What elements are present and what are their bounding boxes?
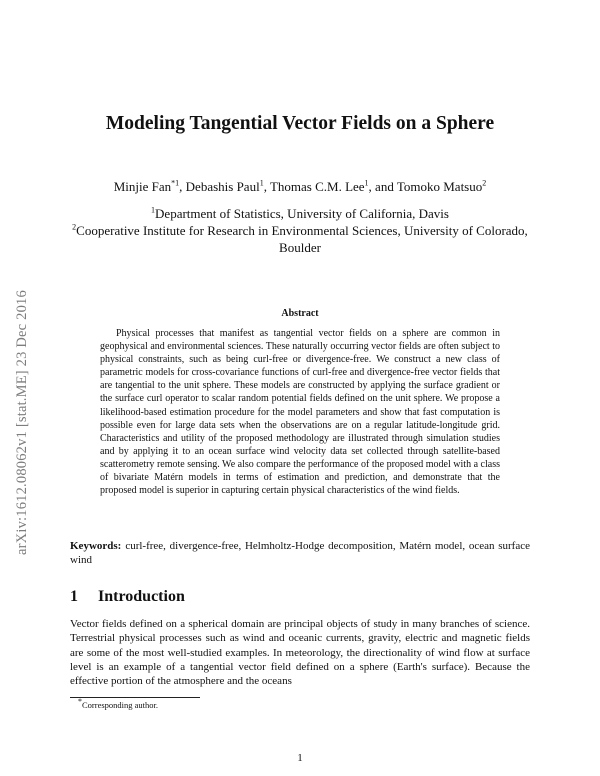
author-list: Minjie Fan$^{*1}$, Debashis Paul$^1$, Thomas C.M. Lee$^1$, and Tomoko Matsuo$^2$	[113, 178, 487, 194]
page-number: 1	[297, 752, 303, 764]
author-name: Minjie Fan	[113, 179, 172, 194]
footnote-rule	[70, 697, 200, 698]
abstract-body: Physical processes that manifest as tangential vector fields on a sphere are common in geophysical and environmental sciences. These naturally occurring vector fields are often subject to physical constraints, such as being curl-free or divergence-free. We construct a new class of parametric models for cross-covariance functions of curl-free and divergence-free vector fields that are tangential to the unit sphere. These models are constructed by applying the surface gradient or the surface curl operator to scalar random potential fields defined on the unit sphere. We propose a likelihood-based estimation procedure for the model parameters and show that fast computation is possible even for large data sets when the observations are on a regular latitude-longitude grid. Characteristics and utility of the proposed methodology are illustrated through simulation studies and by applying it to an ocean surface wind velocity data set collected through satellite-based scatterometry remote sensing. We also compare the performance of the proposed model with a class of bivariate Matérn models in terms of estimation and prediction, and demonstrate that the proposed model is superior in capturing certain physical characteristics of the wind fields.	[100, 328, 500, 497]
author-mark: 1	[259, 178, 264, 188]
author-mark: *1	[171, 178, 180, 188]
author-name: Tomoko Matsuo	[396, 179, 483, 194]
author-mark: 2	[482, 178, 487, 188]
footnote: *Corresponding author.	[78, 697, 159, 710]
paper-title: Modeling Tangential Vector Fields on a Sphere	[105, 113, 495, 134]
affiliation-2: $^2$Cooperative Institute for Research in Environmental Sciences, University of Colorado, Boulder	[72, 222, 528, 255]
keywords	[70, 539, 530, 567]
section-title: Introduction	[98, 588, 185, 605]
affiliation-1: $^1$Department of Statistics, University of California, Davis	[151, 205, 449, 221]
section-heading	[70, 588, 185, 606]
author-name: Debashis Paul	[185, 179, 260, 194]
arxiv-identifier-stamp: arXiv:1612.08062v1 [stat.ME] 23 Dec 2016	[14, 290, 30, 555]
author-name: Thomas C.M. Lee	[269, 179, 365, 194]
author-mark: 1	[364, 178, 369, 188]
keywords-label: Keywords:	[70, 540, 122, 552]
section-number: 1	[70, 588, 78, 605]
keywords-list: curl-free, divergence-free, Helmholtz-Hodge decomposition, Matérn model, ocean surface wind	[70, 540, 530, 566]
abstract-heading: Abstract	[281, 308, 319, 319]
introduction-paragraph: Vector fields defined on a spherical domain are principal objects of study in many branches of science. Terrestrial physical processes such as wind and oceanic currents, gravity, electric and magnetic fields are some of the most well-studied examples. In meteorology, the directionality of wind flow at surface level is an example of a tangential vector field defined on a sphere (Earth's surface). Because the effective portion of the atmosphere and the oceans	[70, 618, 530, 688]
affiliations	[70, 205, 530, 256]
